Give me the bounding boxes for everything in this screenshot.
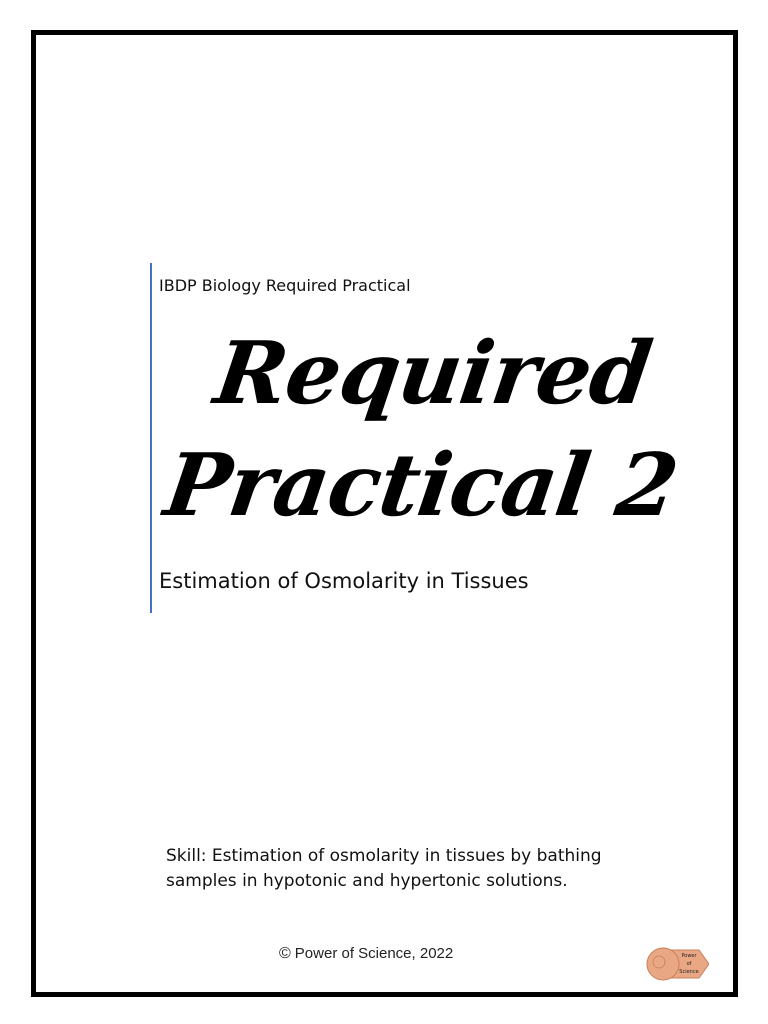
power-of-science-logo (645, 946, 709, 982)
cover-title-line-1: Required (208, 323, 657, 424)
copyright-text: Power of Science, 2022 (294, 945, 454, 962)
skill-statement: Skill: Estimation of osmolarity in tissues by bathing samples in hypotonic and hypertonic solutions. (166, 846, 602, 891)
copyright-notice (279, 945, 453, 963)
cover-title (158, 318, 684, 542)
cover-subtitle: IBDP Biology Required Practical (159, 276, 411, 295)
copyright-icon: © (279, 945, 291, 962)
logo-text-power: Power (681, 953, 697, 959)
accent-bar (150, 263, 152, 613)
logo-text-science: Science (679, 969, 699, 975)
logo-text-of: of (686, 961, 692, 967)
cover-title-line-2: Practical 2 (158, 435, 684, 536)
cover-description: Estimation of Osmolarity in Tissues (159, 569, 529, 593)
